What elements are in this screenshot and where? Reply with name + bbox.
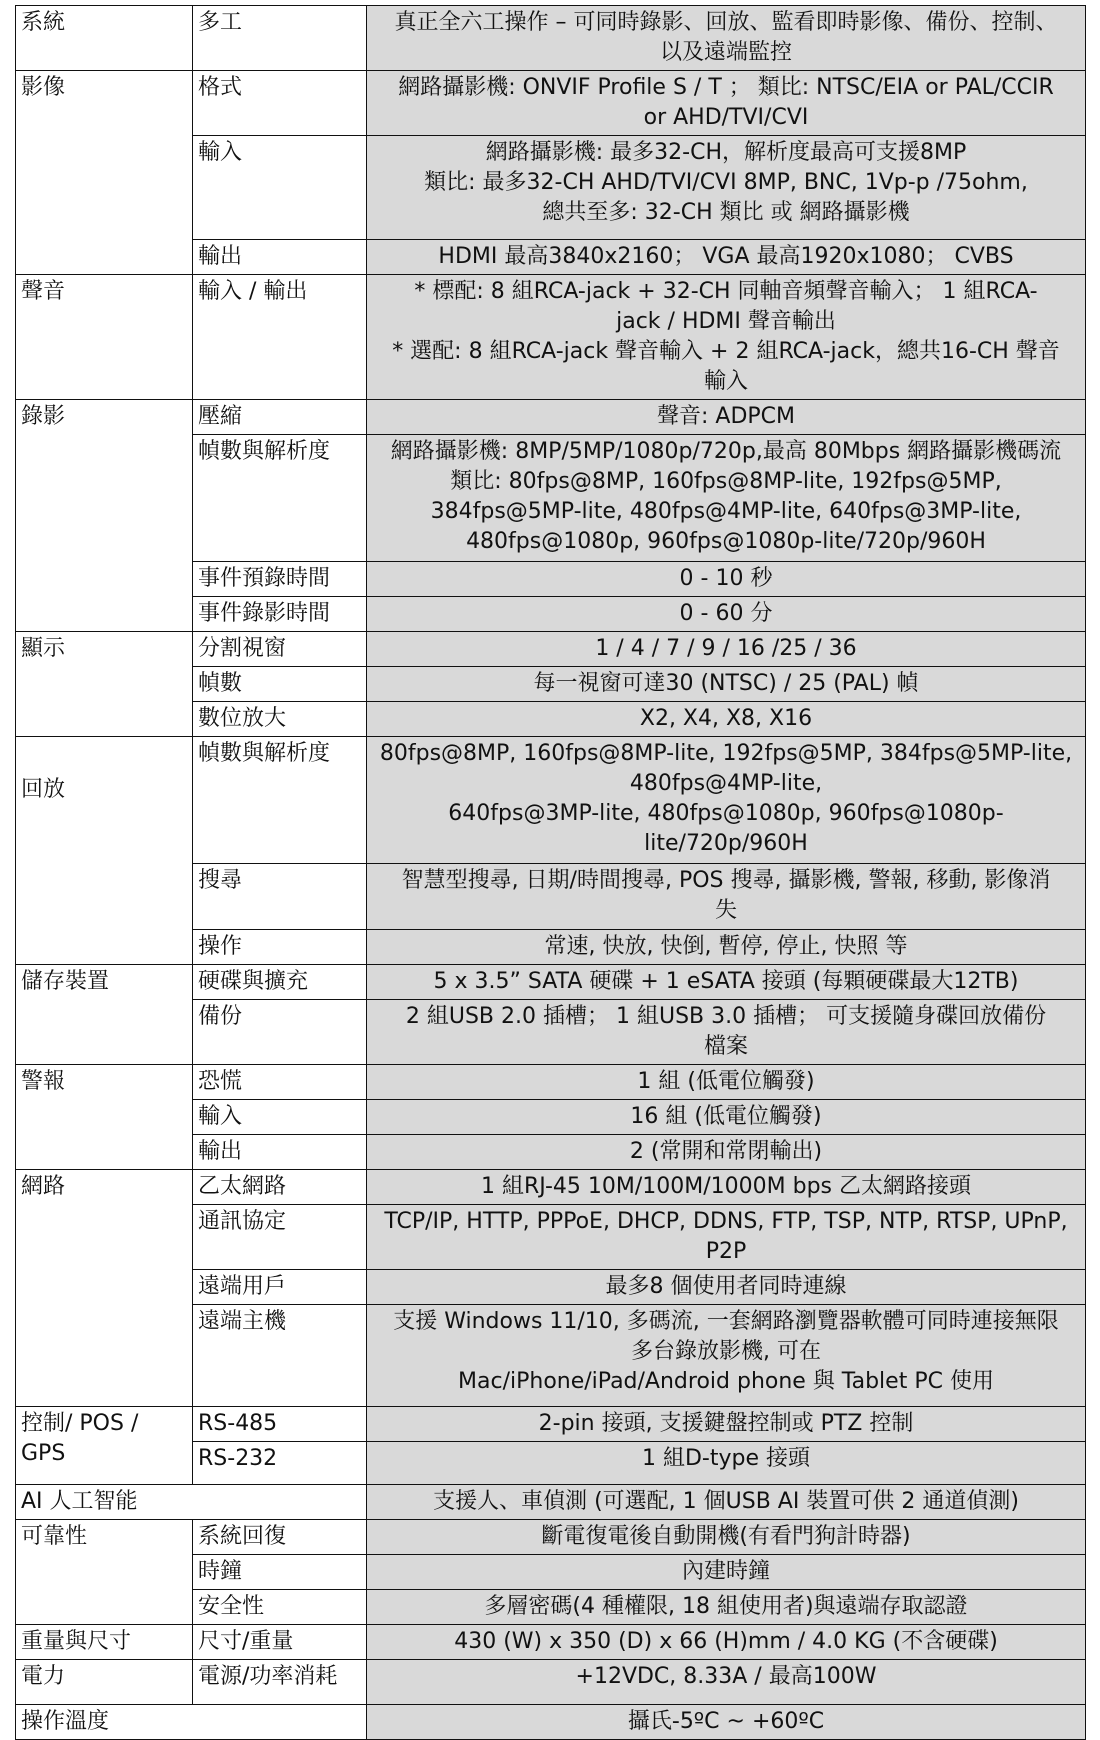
value-cell: 0 - 60 分 — [367, 597, 1086, 632]
value-cell: 1 組RJ-45 10M/100M/1000M bps 乙太網路接頭 — [367, 1170, 1086, 1205]
table-row — [16, 1170, 1086, 1205]
value-cell: 最多8 個使用者同時連線 — [367, 1270, 1086, 1305]
item-cell: 多工 — [193, 6, 367, 71]
value-cell: 80fps@8MP, 160fps@8MP-lite, 192fps@5MP, 384fps@5MP-lite, 480fps@4MP-lite, 640fps@3MP-lite, 480fps@1080p, 960fps@1080p- lite/720p/960H — [367, 737, 1086, 864]
value-cell: 5 x 3.5” SATA 硬碟 + 1 eSATA 接頭 (每顆硬碟最大12TB) — [367, 965, 1086, 1000]
item-cell: 安全性 — [193, 1590, 367, 1625]
value-cell: 2 (常開和常閉輸出) — [367, 1135, 1086, 1170]
item-cell: 系統回復 — [193, 1520, 367, 1555]
item-cell: 操作 — [193, 930, 367, 965]
category-cell: 回放 — [16, 737, 193, 965]
item-cell: 時鐘 — [193, 1555, 367, 1590]
item-cell: RS-485 — [193, 1407, 367, 1442]
value-cell: 16 組 (低電位觸發) — [367, 1100, 1086, 1135]
item-cell: 輸入 — [193, 1100, 367, 1135]
table-row — [16, 737, 1086, 864]
item-cell: 遠端用戶 — [193, 1270, 367, 1305]
item-cell: 尺寸/重量 — [193, 1625, 367, 1660]
value-cell: TCP/IP, HTTP, PPPoE, DHCP, DDNS, FTP, TSP, NTP, RTSP, UPnP, P2P — [367, 1205, 1086, 1270]
value-cell: 0 - 10 秒 — [367, 562, 1086, 597]
category-cell: 控制/ POS / GPS — [16, 1407, 193, 1485]
category-cell: 警報 — [16, 1065, 193, 1170]
item-cell: 硬碟與擴充 — [193, 965, 367, 1000]
item-cell: 輸入 / 輸出 — [193, 275, 367, 400]
item-cell: 幀數 — [193, 667, 367, 702]
item-cell: 搜尋 — [193, 864, 367, 930]
value-cell: 網路攝影機: ONVIF Profile S / T ； 類比: NTSC/EIA or PAL/CCIR or AHD/TVI/CVI — [367, 71, 1086, 136]
item-cell: 輸出 — [193, 1135, 367, 1170]
table-row — [16, 1407, 1086, 1442]
value-cell: 2-pin 接頭, 支援鍵盤控制或 PTZ 控制 — [367, 1407, 1086, 1442]
item-cell: 乙太網路 — [193, 1170, 367, 1205]
value-cell: 支援人、車偵測 (可選配, 1 個USB AI 裝置可供 2 通道偵測) — [367, 1485, 1086, 1520]
category-cell: 影像 — [16, 71, 193, 275]
table-row — [16, 6, 1086, 71]
value-cell: 網路攝影機: 8MP/5MP/1080p/720p,最高 80Mbps 網路攝影機碼流 類比: 80fps@8MP, 160fps@8MP-lite, 192fps@5MP, 384fps@5MP-lite, 480fps@4MP-lite, 640fps@3MP-lite, 480fps@1080p, 960fps@1080p-lite/720p/960H — [367, 435, 1086, 562]
category-cell: 重量與尺寸 — [16, 1625, 193, 1660]
value-cell: 常速, 快放, 快倒, 暫停, 停止, 快照 等 — [367, 930, 1086, 965]
item-cell: 通訊協定 — [193, 1205, 367, 1270]
item-cell: 幀數與解析度 — [193, 435, 367, 562]
table-row — [16, 1705, 1086, 1740]
item-cell: 輸出 — [193, 240, 367, 275]
item-cell: 輸入 — [193, 136, 367, 240]
item-cell: 恐慌 — [193, 1065, 367, 1100]
value-cell: 1 / 4 / 7 / 9 / 16 /25 / 36 — [367, 632, 1086, 667]
table-row — [16, 400, 1086, 435]
value-cell: 網路攝影機: 最多32-CH，解析度最高可支援8MP 類比: 最多32-CH AHD/TVI/CVI 8MP, BNC, 1Vp-p /75ohm, 總共至多: 32-CH 類比 或 網路攝影機 — [367, 136, 1086, 240]
item-cell: 事件錄影時間 — [193, 597, 367, 632]
value-cell: HDMI 最高3840x2160； VGA 最高1920x1080； CVBS — [367, 240, 1086, 275]
value-cell: 多層密碼(4 種權限, 18 組使用者)與遠端存取認證 — [367, 1590, 1086, 1625]
value-cell: 430 (W) x 350 (D) x 66 (H)mm / 4.0 KG (不含硬碟) — [367, 1625, 1086, 1660]
table-row — [16, 1485, 1086, 1520]
value-cell: 每一視窗可達30 (NTSC) / 25 (PAL) 幀 — [367, 667, 1086, 702]
category-cell: 聲音 — [16, 275, 193, 400]
item-cell: 備份 — [193, 1000, 367, 1065]
category-cell: 錄影 — [16, 400, 193, 632]
value-cell: 1 組 (低電位觸發) — [367, 1065, 1086, 1100]
table-row — [16, 275, 1086, 400]
table-row — [16, 965, 1086, 1000]
table-row — [16, 71, 1086, 136]
value-cell: 斷電復電後自動開機(有看門狗計時器) — [367, 1520, 1086, 1555]
value-cell: * 標配: 8 組RCA-jack + 32-CH 同軸音頻聲音輸入； 1 組RCA- jack / HDMI 聲音輸出 * 選配: 8 組RCA-jack 聲音輸入 + 2 組RCA-jack，總共16-CH 聲音 輸入 — [367, 275, 1086, 400]
category-cell: 電力 — [16, 1660, 193, 1705]
value-cell: 2 組USB 2.0 插槽； 1 組USB 3.0 插槽； 可支援隨身碟回放備份 檔案 — [367, 1000, 1086, 1065]
table-row — [16, 1660, 1086, 1705]
category-cell: 操作溫度 — [16, 1705, 367, 1740]
category-cell: 系統 — [16, 6, 193, 71]
value-cell: 智慧型搜尋, 日期/時間搜尋, POS 搜尋, 攝影機, 警報, 移動, 影像消 失 — [367, 864, 1086, 930]
item-cell: 事件預錄時間 — [193, 562, 367, 597]
category-cell: 顯示 — [16, 632, 193, 737]
category-cell: 網路 — [16, 1170, 193, 1407]
item-cell: 分割視窗 — [193, 632, 367, 667]
table-row — [16, 632, 1086, 667]
category-cell: AI 人工智能 — [16, 1485, 367, 1520]
table-row — [16, 1065, 1086, 1100]
item-cell: 壓縮 — [193, 400, 367, 435]
item-cell: 格式 — [193, 71, 367, 136]
value-cell: 支援 Windows 11/10, 多碼流, 一套網路瀏覽器軟體可同時連接無限 多台錄放影機, 可在 Mac/iPhone/iPad/Android phone 與 Tablet PC 使用 — [367, 1305, 1086, 1407]
spec-table — [15, 5, 1086, 1740]
value-cell: 攝氏-5ºC ~ +60ºC — [367, 1705, 1086, 1740]
table-row — [16, 1625, 1086, 1660]
value-cell: +12VDC, 8.33A / 最高100W — [367, 1660, 1086, 1705]
item-cell: 數位放大 — [193, 702, 367, 737]
item-cell: 遠端主機 — [193, 1305, 367, 1407]
value-cell: 1 組D-type 接頭 — [367, 1442, 1086, 1485]
table-row — [16, 1520, 1086, 1555]
item-cell: 幀數與解析度 — [193, 737, 367, 864]
category-cell: 可靠性 — [16, 1520, 193, 1625]
value-cell: 聲音: ADPCM — [367, 400, 1086, 435]
category-cell: 儲存裝置 — [16, 965, 193, 1065]
item-cell: RS-232 — [193, 1442, 367, 1485]
value-cell: X2, X4, X8, X16 — [367, 702, 1086, 737]
value-cell: 內建時鐘 — [367, 1555, 1086, 1590]
item-cell: 電源/功率消耗 — [193, 1660, 367, 1705]
value-cell: 真正全六工操作 – 可同時錄影、回放、監看即時影像、備份、控制、 以及遠端監控 — [367, 6, 1086, 71]
